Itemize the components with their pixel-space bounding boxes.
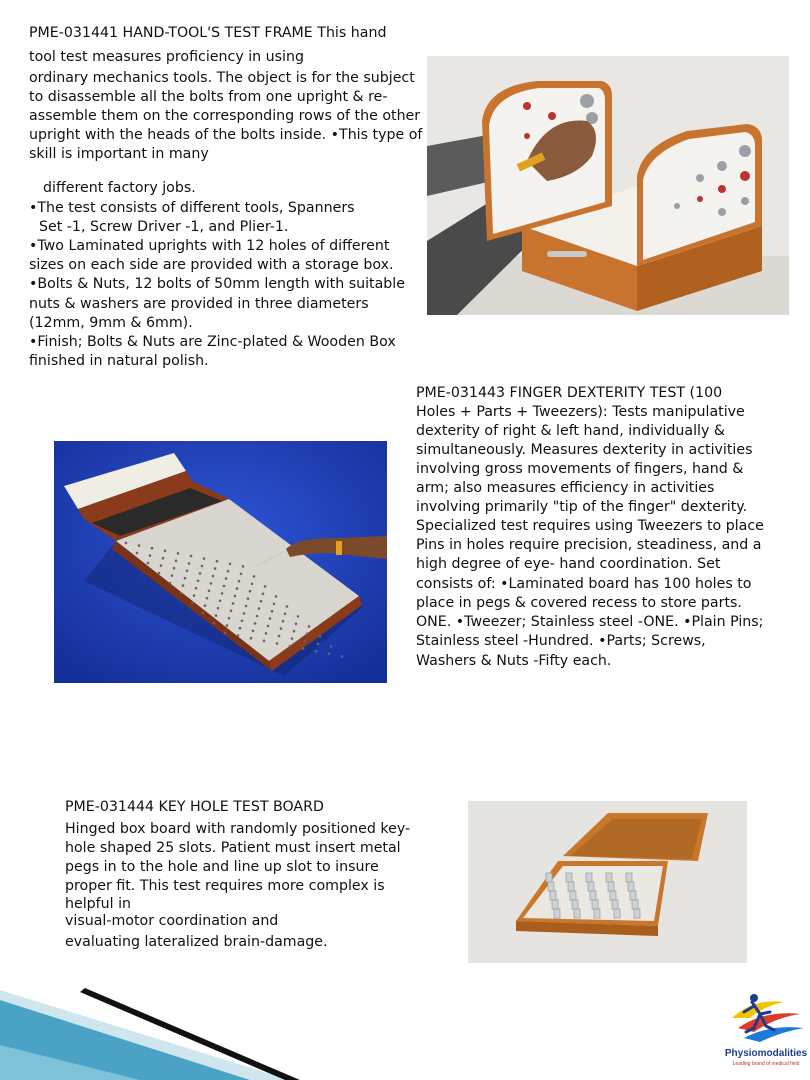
key-peg — [612, 900, 618, 909]
board-hole — [199, 572, 202, 575]
board-hole — [221, 592, 224, 595]
finger-dexterity-line-12: place in pegs & covered recess to store parts. — [416, 595, 742, 611]
key-peg — [548, 882, 554, 891]
board-hole — [224, 632, 227, 635]
board-hole — [234, 595, 237, 598]
board-hole — [206, 597, 209, 600]
board-hole — [276, 642, 279, 645]
board-hole — [229, 563, 232, 566]
finger-dexterity-line-7: involving primarily "tip of the finger" dexterity. — [416, 499, 748, 515]
hand-tool-line-8: different factory jobs. — [43, 180, 196, 196]
board-hole — [180, 592, 183, 595]
board-hole — [138, 544, 141, 547]
board-hole — [308, 625, 311, 628]
board-hole — [239, 627, 242, 630]
board-hole — [169, 582, 172, 585]
finger-dexterity-line-1: PME-031443 FINGER DEXTERITY TEST (100 — [416, 385, 723, 401]
key-peg — [554, 909, 560, 918]
finger-dexterity-line-5: involving gross movements of fingers, hand & — [416, 461, 744, 477]
hand-tool-line-9: •The test consists of different tools, Spanners — [29, 200, 355, 216]
decorative-corner-wedge — [0, 930, 480, 1080]
finger-dexterity-line-9: Pins in holes require precision, steadiness, and a — [416, 537, 762, 553]
board-hole — [249, 590, 252, 593]
board-hole — [275, 595, 278, 598]
finger-dexterity-line-13: ONE. •Tweezer; Stainless steel -ONE. •Plain Pins; — [416, 614, 764, 630]
physiomodalities-logo — [724, 988, 808, 1074]
board-hole — [230, 610, 233, 613]
finger-dexterity-line-8: Specialized test requires using Tweezers to place — [416, 518, 764, 534]
finger-dexterity-line-2: Holes + Parts + Tweezers): Tests manipulative — [416, 404, 745, 420]
key-peg — [574, 909, 580, 918]
finger-dexterity-line-4: simultaneously. Measures dexterity in activities — [416, 442, 753, 458]
board-hole — [241, 620, 244, 623]
board-hole — [201, 565, 204, 568]
board-hole — [260, 600, 263, 603]
board-hole — [210, 582, 213, 585]
board-hole — [291, 637, 294, 640]
hand-tool-line-15: (12mm, 9mm & 6mm). — [29, 315, 193, 331]
hand-tool-frame-photo — [427, 56, 789, 315]
key-hole-line-5: helpful in — [65, 896, 132, 912]
key-peg — [552, 900, 558, 909]
board-hole — [160, 564, 163, 567]
board-hole — [204, 604, 207, 607]
key-peg — [628, 882, 634, 891]
key-peg — [546, 873, 552, 882]
key-hole-line-1: Hinged box board with randomly positioned key- — [65, 821, 411, 837]
board-hole — [188, 562, 191, 565]
key-peg — [592, 900, 598, 909]
board-hole — [262, 593, 265, 596]
board-hole — [263, 640, 266, 643]
board-hole — [173, 567, 176, 570]
board-hole — [253, 575, 256, 578]
board-hole — [158, 572, 161, 575]
logo-brand-name: Physiomodalities — [724, 1048, 808, 1059]
runner-logo-icon — [724, 988, 808, 1048]
board-hole — [330, 645, 333, 648]
board-hole — [306, 633, 309, 636]
board-hole — [304, 640, 307, 643]
board-hole — [341, 655, 344, 658]
board-hole — [219, 600, 222, 603]
board-hole — [280, 627, 283, 630]
key-hole-title: PME-031444 KEY HOLE TEST BOARD — [65, 799, 324, 815]
board-hole — [208, 590, 211, 593]
board-hole — [149, 554, 152, 557]
hand-tool-line-13: •Bolts & Nuts, 12 bolts of 50mm length with suitable — [29, 276, 405, 292]
board-hole — [186, 570, 189, 573]
key-hole-line-6: visual-motor coordination and — [65, 913, 279, 929]
key-peg — [572, 900, 578, 909]
board-hole — [164, 550, 167, 553]
hand-tool-line-2: tool test measures proficiency in using — [29, 49, 304, 65]
board-hole — [227, 570, 230, 573]
board-hole — [284, 613, 287, 616]
finger-dexterity-line-11: consists of: •Laminated board has 100 holes to — [416, 576, 752, 592]
board-hole — [184, 577, 187, 580]
hand-tool-line-6: upright with the heads of the bolts inside. •This type of — [29, 127, 423, 143]
key-peg — [586, 873, 592, 882]
board-hole — [252, 630, 255, 633]
finger-dexterity-line-10: high degree of eye- hand coordination. Set — [416, 556, 721, 572]
key-peg — [632, 900, 638, 909]
hand-tool-line-16: •Finish; Bolts & Nuts are Zinc-plated & Wooden Box — [29, 334, 396, 350]
board-hole — [286, 605, 289, 608]
hand-tool-line-4: to disassemble all the bolts from one upright & re- — [29, 89, 388, 105]
board-hole — [265, 632, 268, 635]
board-hole — [147, 562, 150, 565]
key-peg — [610, 891, 616, 900]
board-hole — [216, 560, 219, 563]
board-hole — [289, 645, 292, 648]
key-peg — [550, 891, 556, 900]
key-hole-board-photo — [468, 801, 747, 963]
board-hole — [328, 653, 331, 656]
hand-tool-line-10: Set -1, Screw Driver -1, and Plier-1. — [39, 219, 289, 235]
board-hole — [278, 635, 281, 638]
board-hole — [236, 587, 239, 590]
board-hole — [177, 552, 180, 555]
finger-dexterity-line-14: Stainless steel -Hundred. •Parts; Screws, — [416, 633, 706, 649]
key-peg — [588, 882, 594, 891]
hand-tool-line-1: PME-031441 HAND-TOOL'S TEST FRAME This hand — [29, 25, 387, 41]
board-hole — [190, 555, 193, 558]
board-hole — [125, 542, 128, 545]
finger-dexterity-board-photo — [54, 441, 387, 683]
board-hole — [271, 610, 274, 613]
key-peg — [614, 909, 620, 918]
hand-tool-line-17: finished in natural polish. — [29, 353, 209, 369]
hand-tool-line-7: skill is important in many — [29, 146, 209, 162]
logo-tagline: Leading brand of medical field — [732, 1061, 800, 1067]
board-hole — [245, 605, 248, 608]
board-hole — [251, 583, 254, 586]
key-peg — [566, 873, 572, 882]
board-hole — [214, 567, 217, 570]
board-hole — [212, 575, 215, 578]
board-hole — [242, 565, 245, 568]
board-hole — [247, 597, 250, 600]
board-hole — [258, 607, 261, 610]
board-hole — [213, 622, 216, 625]
board-hole — [136, 552, 139, 555]
board-hole — [269, 617, 272, 620]
board-hole — [223, 585, 226, 588]
board-hole — [297, 615, 300, 618]
hand-tool-line-5: assemble them on the corresponding rows of the other — [29, 108, 421, 124]
board-hole — [238, 580, 241, 583]
board-hole — [293, 630, 296, 633]
board-hole — [193, 594, 196, 597]
board-hole — [273, 603, 276, 606]
board-hole — [243, 612, 246, 615]
hand-tool-line-14: nuts & washers are provided in three diameters — [29, 296, 369, 312]
board-hole — [191, 602, 194, 605]
board-hole — [254, 622, 257, 625]
board-hole — [317, 643, 320, 646]
key-hole-line-3: pegs in to the hole and line up slot to insure — [65, 859, 379, 875]
key-peg — [570, 891, 576, 900]
key-hole-line-7: evaluating lateralized brain-damage. — [65, 934, 328, 950]
board-hole — [264, 585, 267, 588]
key-peg — [608, 882, 614, 891]
board-hole — [202, 612, 205, 615]
hand-tool-line-3: ordinary mechanics tools. The object is for the subject — [29, 70, 415, 86]
board-hole — [175, 560, 178, 563]
board-hole — [250, 637, 253, 640]
board-hole — [315, 650, 318, 653]
key-hole-line-4: proper fit. This test requires more complex is — [65, 878, 385, 894]
board-hole — [171, 574, 174, 577]
finger-dexterity-line-3: dexterity of right & left hand, individually & — [416, 423, 725, 439]
board-hole — [151, 547, 154, 550]
board-hole — [197, 580, 200, 583]
key-peg — [634, 909, 640, 918]
key-peg — [630, 891, 636, 900]
key-peg — [568, 882, 574, 891]
board-hole — [319, 635, 322, 638]
board-hole — [217, 607, 220, 610]
key-peg — [594, 909, 600, 918]
board-hole — [203, 557, 206, 560]
board-hole — [226, 624, 229, 627]
hand-tool-line-12: sizes on each side are provided with a storage box. — [29, 257, 394, 273]
finger-dexterity-line-6: arm; also measures efficiency in activities — [416, 480, 715, 496]
board-hole — [225, 577, 228, 580]
board-hole — [182, 584, 185, 587]
hand-tool-line-11: •Two Laminated uprights with 12 holes of different — [29, 238, 390, 254]
board-hole — [240, 573, 243, 576]
board-hole — [215, 614, 218, 617]
board-hole — [295, 623, 298, 626]
key-peg — [606, 873, 612, 882]
board-hole — [282, 620, 285, 623]
key-hole-line-2: hole shaped 25 slots. Patient must insert metal — [65, 840, 401, 856]
board-hole — [232, 602, 235, 605]
board-hole — [267, 625, 270, 628]
board-hole — [195, 587, 198, 590]
key-peg — [626, 873, 632, 882]
board-hole — [228, 617, 231, 620]
board-hole — [302, 647, 305, 650]
key-peg — [590, 891, 596, 900]
board-hole — [162, 557, 165, 560]
board-hole — [237, 634, 240, 637]
finger-dexterity-line-15: Washers & Nuts -Fifty each. — [416, 653, 612, 669]
board-hole — [256, 615, 259, 618]
